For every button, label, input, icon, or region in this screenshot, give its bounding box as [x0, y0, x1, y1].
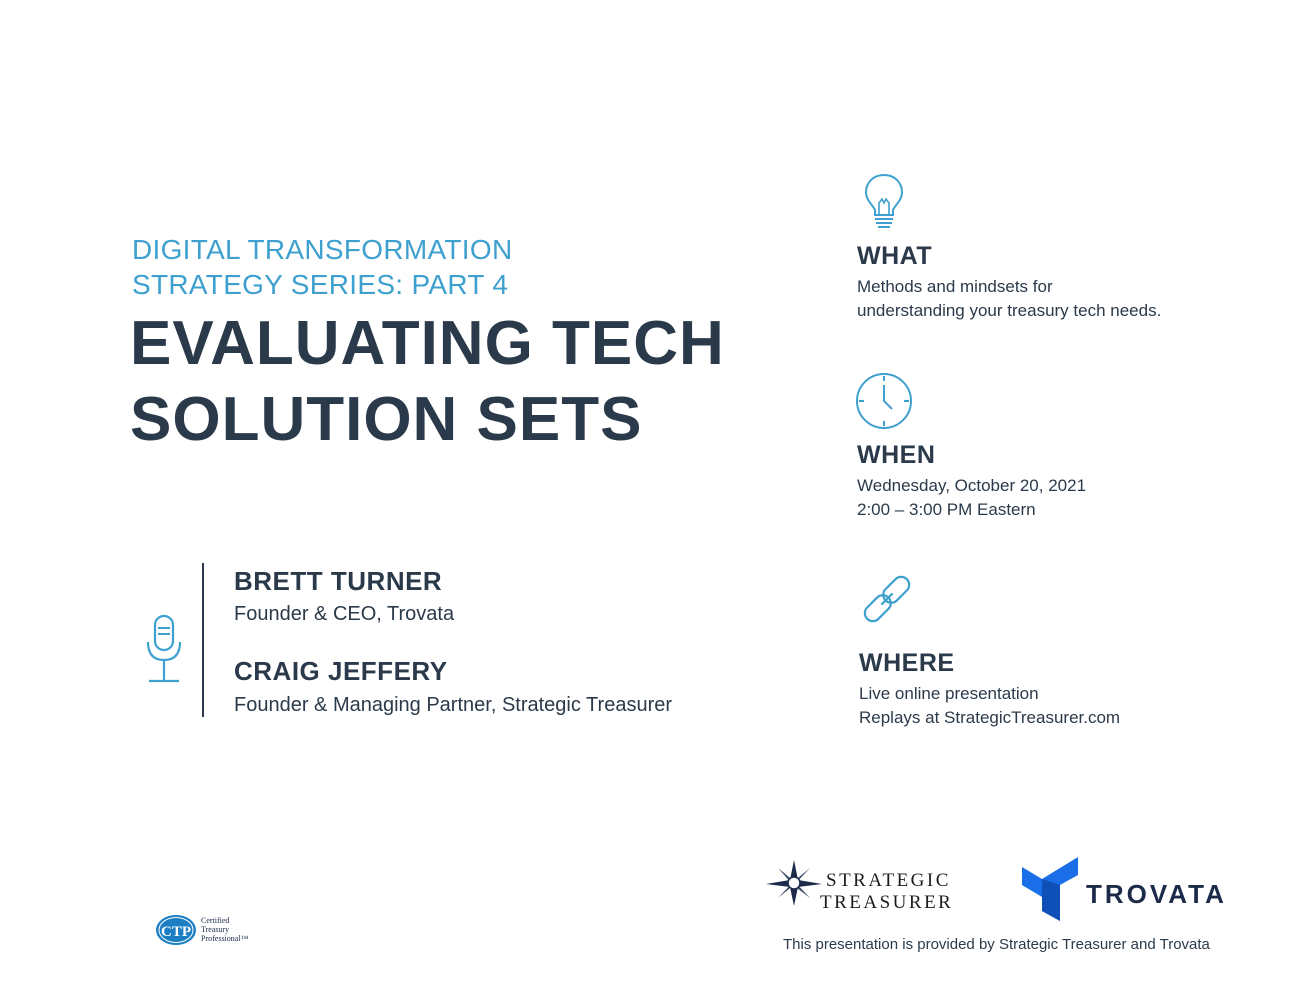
ctp-badge-icon — [155, 913, 199, 947]
ctp-mark-text: CTP — [161, 924, 191, 940]
when-line-1: Wednesday, October 20, 2021 — [857, 476, 1087, 495]
st-logo-line-1: STRATEGIC — [826, 870, 951, 891]
when-section — [857, 441, 1086, 522]
where-heading: WHERE — [859, 649, 955, 677]
speaker-1 — [234, 566, 454, 626]
trovata-wordmark: TROVATA — [1086, 879, 1227, 909]
link-icon — [857, 569, 917, 634]
speaker-name: BRETT TURNER — [234, 566, 443, 596]
when-heading: WHEN — [857, 441, 936, 469]
speaker-role: Founder & CEO, Trovata — [234, 603, 455, 625]
microphone-icon — [145, 614, 183, 689]
speaker-divider — [202, 563, 204, 717]
footer-note: This presentation is provided by Strategic Treasurer and Trovata — [783, 936, 1210, 953]
what-section — [857, 242, 1161, 323]
trovata-mark-icon — [1022, 855, 1080, 923]
speaker-name: CRAIG JEFFERY — [234, 656, 448, 686]
compass-star-icon — [764, 858, 824, 908]
series-line-1: DIGITAL TRANSFORMATION — [132, 234, 513, 265]
clock-icon — [855, 372, 913, 435]
title-line-2: SOLUTION SETS — [130, 385, 643, 454]
when-line-2: 2:00 – 3:00 PM Eastern — [857, 500, 1036, 519]
where-line-1: Live online presentation — [859, 684, 1039, 703]
page-title — [130, 306, 725, 458]
what-line-1: Methods and mindsets for — [857, 277, 1053, 296]
lightbulb-icon — [864, 173, 904, 236]
ctp-line-1: Certified — [201, 916, 230, 925]
series-subtitle — [132, 232, 512, 302]
series-line-2: STRATEGY SERIES: PART 4 — [132, 269, 509, 300]
st-logo-line-2: TREASURER — [820, 892, 954, 913]
speaker-role: Founder & Managing Partner, Strategic Treasurer — [234, 694, 673, 716]
what-line-2: understanding your treasury tech needs. — [857, 301, 1162, 320]
speaker-2 — [234, 656, 672, 717]
ctp-line-3: Professional™ — [201, 934, 249, 943]
ctp-line-2: Treasury — [201, 925, 230, 934]
where-section — [859, 649, 1120, 730]
title-line-1: EVALUATING TECH — [130, 309, 725, 378]
what-heading: WHAT — [857, 242, 933, 270]
where-line-2: Replays at StrategicTreasurer.com — [859, 708, 1121, 727]
